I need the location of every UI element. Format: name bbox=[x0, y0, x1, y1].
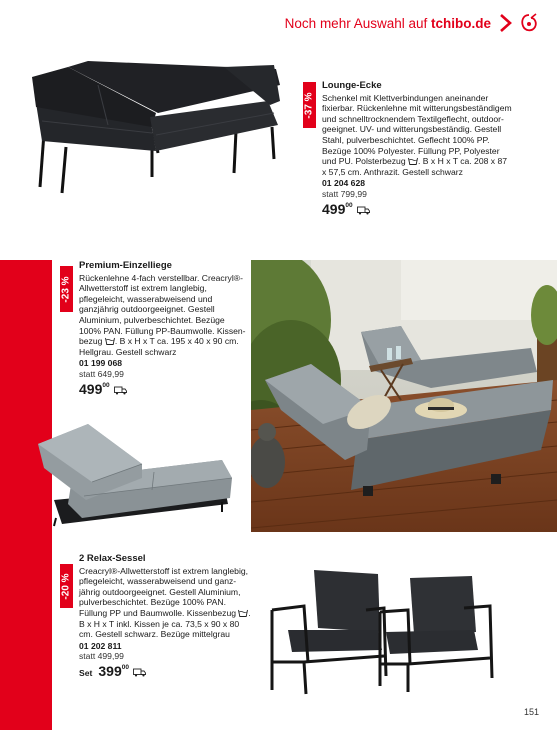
price-euro: 499 bbox=[79, 380, 103, 397]
product-description: Rückenlehne 4-fach verstellbar. Creacryl®-Allwetterstoff ist extrem langlebig, pflegeleicht, wasserabweisend und ganzjährig outdoorgeeignet. Gestell Aluminium, pulverbeschichtet. Bezüge 100% PAN. Füllung PP-Baumwolle. Kissen-bezug . B x H x T ca. 195 x 40 x 90 cm. Hellgrau. Gestell schwarz bbox=[79, 272, 246, 357]
more-selection-domain: tchibo.de bbox=[431, 15, 491, 31]
original-price: statt 649,99 bbox=[79, 368, 124, 379]
chevron-right-icon[interactable] bbox=[497, 14, 513, 32]
tchibo-logo-icon bbox=[519, 12, 539, 34]
price-cent: 00 bbox=[102, 381, 110, 389]
terrace-photo bbox=[251, 260, 557, 532]
product-relax-sessel bbox=[79, 554, 255, 679]
price bbox=[322, 201, 512, 217]
discount-badge: -20 % bbox=[60, 564, 73, 608]
price-euro: 399 bbox=[98, 662, 122, 679]
product-description: Creacryl®-Allwetterstoff ist extrem langlebig, pflegeleicht, wasserabweisend und ganz-jährig outdoorgeeignet. Gestell Aluminium, pulverbeschichtet. Bezüge 100% PAN. Füllung PP und Baumwolle. Kissenbezug . B x H x T inkl. Kissen je ca. 73,5 x 90 x 80 cm. Gestell schwarz. Bezüge mittelgrau bbox=[79, 565, 251, 640]
price-cent: 00 bbox=[345, 201, 353, 209]
product-description: Schenkel mit Klettverbindungen aneinander fixierbar. Rückenlehne mit witterungsbeständigem und schnelltrocknendem Textilgeflecht, outdoor-geeignet. UV- und witterungsbeständig. Gestell Stahl, pulverbeschichtet. Geflecht 100% PP. Bezüge 100% Polyester. Füllung PP, Polyester und PU. Polsterbezug . B x H x T ca. 208 x 87 x 57,5 cm. Anthrazit. Gestell schwarz bbox=[322, 92, 512, 177]
more-selection-prefix: Noch mehr Auswahl auf bbox=[284, 15, 431, 31]
discount-badge: -23 % bbox=[60, 266, 73, 312]
product-premium-einzelliege bbox=[79, 261, 247, 397]
price bbox=[79, 663, 255, 679]
price-cent: 00 bbox=[121, 663, 129, 671]
wash-icon bbox=[238, 609, 248, 617]
discount-badge: -37 % bbox=[303, 82, 316, 128]
wash-icon bbox=[105, 337, 115, 345]
lounger-image bbox=[32, 420, 240, 528]
set-label: Set bbox=[79, 667, 93, 678]
article-number: 01 202 811 bbox=[79, 640, 122, 651]
price bbox=[79, 381, 247, 397]
original-price: statt 799,99 bbox=[322, 188, 367, 199]
original-price: statt 499,99 bbox=[79, 651, 124, 662]
wash-icon bbox=[408, 157, 418, 165]
price-euro: 499 bbox=[322, 200, 346, 217]
shipping-icon bbox=[133, 668, 146, 677]
product-lounge-ecke bbox=[322, 81, 512, 217]
shipping-icon bbox=[114, 386, 127, 395]
article-number: 01 204 628 bbox=[322, 178, 366, 189]
header bbox=[285, 12, 539, 34]
lounge-corner-image bbox=[28, 55, 290, 195]
product-name: Premium-Einzelliege bbox=[79, 260, 172, 271]
product-name: 2 Relax-Sessel bbox=[79, 553, 146, 564]
more-selection-link[interactable] bbox=[285, 16, 491, 31]
product-name: Lounge-Ecke bbox=[322, 80, 382, 91]
relax-chairs-image bbox=[268, 566, 494, 696]
page-number: 151 bbox=[523, 707, 539, 717]
shipping-icon bbox=[357, 206, 370, 215]
article-number: 01 199 068 bbox=[79, 358, 123, 369]
